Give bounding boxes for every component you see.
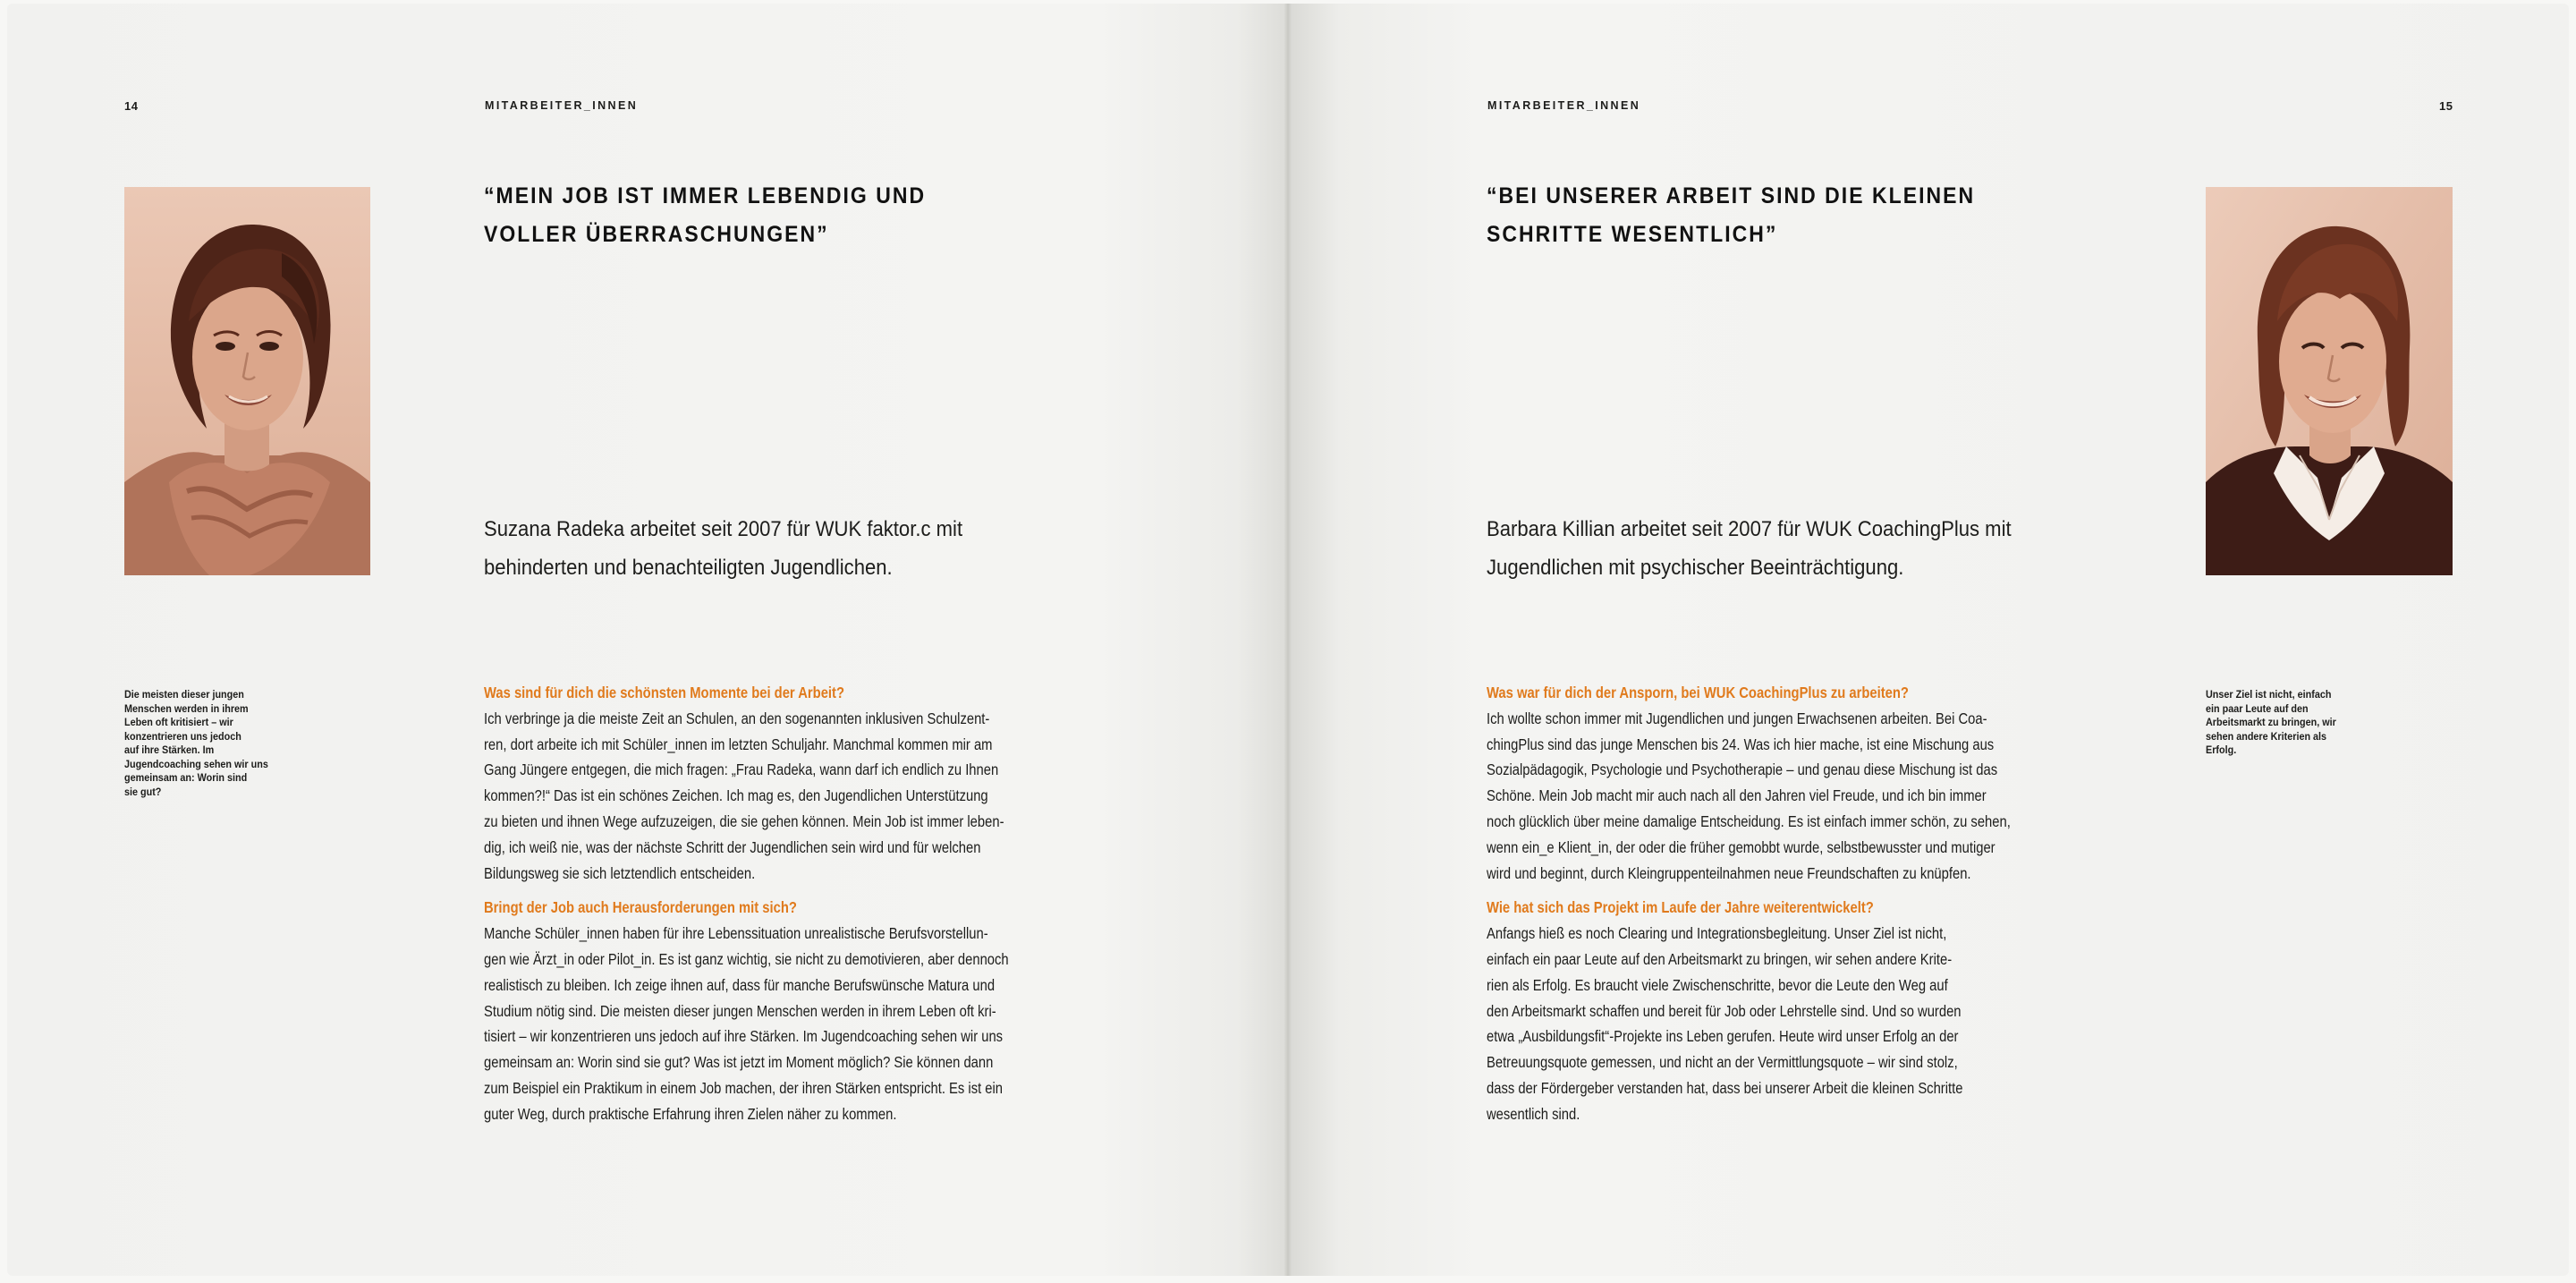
body-line: dig, ich weiß nie, was der nächste Schritt der Jugendlichen sein wird und für welchen [484, 837, 981, 856]
body-line: rien als Erfolg. Es braucht viele Zwischenschritte, bevor die Leute den Weg auf [1487, 975, 1948, 994]
body-text-left [484, 680, 1009, 1127]
body-line: den Arbeitsmarkt schaffen und bereit für Job oder Lehrstelle sind. Und so wurden [1487, 1001, 1962, 1020]
side-note-line: ein paar Leute auf den [2206, 701, 2309, 715]
body-line: Schöne. Mein Job macht mir auch nach all den Jahren viel Freude, und ich bin immer [1487, 786, 1987, 805]
side-note-line: Leben oft kritisiert – wir [124, 716, 233, 728]
portrait-illustration [2206, 187, 2453, 575]
pull-quote-right [1487, 177, 1975, 254]
intro-line: Barbara Killian arbeitet seit 2007 für WUK CoachingPlus mit [1487, 517, 2012, 541]
side-note-line: Arbeitsmarkt zu bringen, wir [2206, 716, 2336, 728]
side-note-left [124, 688, 268, 799]
question-heading: Was sind für dich die schönsten Momente bei der Arbeit? [484, 684, 844, 701]
question-heading: Wie hat sich das Projekt im Laufe der Jahre weiterentwickelt? [1487, 898, 1874, 917]
portrait-barbara-killian [2206, 187, 2453, 575]
side-note-line: gemeinsam an: Worin sind [124, 771, 248, 784]
body-line: kommen?!“ Das ist ein schönes Zeichen. Ich mag es, den Jugendlichen Unterstützung [484, 786, 988, 805]
intro-line: Suzana Radeka arbeitet seit 2007 für WUK faktor.c mit [484, 517, 963, 541]
body-line: wird und beginnt, durch Kleingruppenteilnahmen neue Freundschaften zu knüpfen. [1487, 863, 1971, 882]
body-line: Studium nötig sind. Die meisten dieser jungen Menschen werden in ihrem Leben oft kri- [484, 1001, 996, 1020]
body-line: etwa „Ausbildungsfit“-Projekte ins Leben gerufen. Heute wird unser Erfolg an der [1487, 1027, 1959, 1046]
side-note-line: sehen andere Kriterien als [2206, 729, 2327, 743]
body-line: einfach ein paar Leute auf den Arbeitsmarkt zu bringen, wir sehen andere Krite- [1487, 949, 1953, 968]
side-note-line: Unser Ziel ist nicht, einfach [2206, 688, 2332, 701]
body-line: Betreuungsquote gemessen, und nicht an der Vermittlungsquote – wir sind stolz, [1487, 1053, 1958, 1072]
quote-line: “BEI UNSERER ARBEIT SIND DIE KLEINEN [1487, 183, 1976, 208]
body-line: ren, dort arbeite ich mit Schüler_innen im letzten Schuljahr. Manchmal kommen mir am [484, 735, 993, 753]
page-number-left: 14 [124, 99, 139, 113]
quote-line: “MEIN JOB IST IMMER LEBENDIG UND [484, 183, 927, 208]
body-line: gemeinsam an: Worin sind sie gut? Was ist jetzt im Moment möglich? Sie können dann [484, 1053, 994, 1072]
body-line: dass der Fördergeber verstanden hat, dass bei unserer Arbeit die kleinen Schritte [1487, 1078, 1963, 1097]
body-line: tisiert – wir konzentrieren uns jedoch auf ihre Stärken. Im Jugendcoaching sehen wir uns [484, 1027, 1004, 1046]
body-line: Sozialpädagogik, Psychologie und Psychotherapie – und genau diese Mischung ist das [1487, 760, 1998, 779]
running-head-left: MITARBEITER_INNEN [485, 99, 639, 112]
body-line: noch glücklich über meine damalige Entscheidung. Es ist einfach immer schön, zu sehen, [1487, 811, 2011, 830]
quote-line: SCHRITTE WESENTLICH” [1487, 222, 1778, 247]
quote-line: VOLLER ÜBERRASCHUNGEN” [484, 222, 829, 247]
pull-quote-left [484, 177, 926, 254]
portrait-illustration [124, 187, 370, 575]
body-line: zum Beispiel ein Praktikum in einem Job machen, der ihren Stärken entspricht. Es ist ein [484, 1078, 1004, 1097]
side-note-line: auf ihre Stärken. Im [124, 743, 215, 756]
body-line: guter Weg, durch praktische Erfahrung ihren Zielen näher zu kommen. [484, 1104, 897, 1123]
side-note-right [2206, 688, 2336, 758]
body-line: gen wie Ärzt_in oder Pilot_in. Es ist ganz wichtig, sie nicht zu demotivieren, aber dennoch [484, 949, 1009, 968]
intro-line: behinderten und benachteiligten Jugendlichen. [484, 556, 893, 580]
body-line: wesentlich sind. [1487, 1104, 1580, 1123]
portrait-suzana-radeka [124, 187, 370, 575]
question-heading: Bringt der Job auch Herausforderungen mit sich? [484, 898, 797, 917]
body-line: chingPlus sind das junge Menschen bis 24. Was ich hier mache, ist eine Mischung aus [1487, 735, 1995, 753]
body-line: realistisch zu bleiben. Ich zeige ihnen auf, dass für manche Berufswünsche Matura und [484, 975, 996, 994]
body-line: Ich verbringe ja die meiste Zeit an Schulen, an den sogenannten inklusiven Schulzent- [484, 709, 990, 727]
running-head-right: MITARBEITER_INNEN [1487, 99, 1641, 112]
intro-line: Jugendlichen mit psychischer Beeinträchtigung. [1487, 556, 1904, 580]
side-note-line: Jugendcoaching sehen wir uns [124, 757, 268, 770]
body-line: wenn ein_e Klient_in, der oder die früher gemobbt wurde, selbstbewusster und mutiger [1487, 837, 1996, 856]
body-line: Gang Jüngere entgegen, die mich fragen: „Frau Radeka, wann darf ich endlich zu Ihnen [484, 760, 999, 779]
side-note-line: Erfolg. [2206, 743, 2237, 756]
body-line: Manche Schüler_innen haben für ihre Lebenssituation unrealistische Berufsvorstellun- [484, 924, 988, 943]
page-number-right: 15 [2439, 99, 2453, 113]
intro-text-right [1487, 510, 2012, 587]
side-note-line: sie gut? [124, 785, 162, 798]
body-line: Anfangs hieß es noch Clearing und Integrationsbegleitung. Unser Ziel ist nicht, [1487, 924, 1947, 943]
body-text-right [1487, 680, 2011, 1127]
side-note-line: Menschen werden in ihrem [124, 701, 249, 715]
side-note-line: konzentrieren uns jedoch [124, 729, 242, 743]
body-line: Bildungsweg sie sich letztendlich entscheiden. [484, 863, 756, 882]
intro-text-left [484, 510, 962, 587]
body-line: zu bieten und ihnen Wege aufzuzeigen, die sie gehen können. Mein Job ist immer leben- [484, 811, 1004, 830]
book-gutter [1284, 4, 1292, 1276]
question-heading: Was war für dich der Ansporn, bei WUK CoachingPlus zu arbeiten? [1487, 684, 1909, 701]
side-note-line: Die meisten dieser jungen [124, 688, 244, 701]
body-line: Ich wollte schon immer mit Jugendlichen und jungen Erwachsenen arbeiten. Bei Coa- [1487, 709, 1987, 727]
